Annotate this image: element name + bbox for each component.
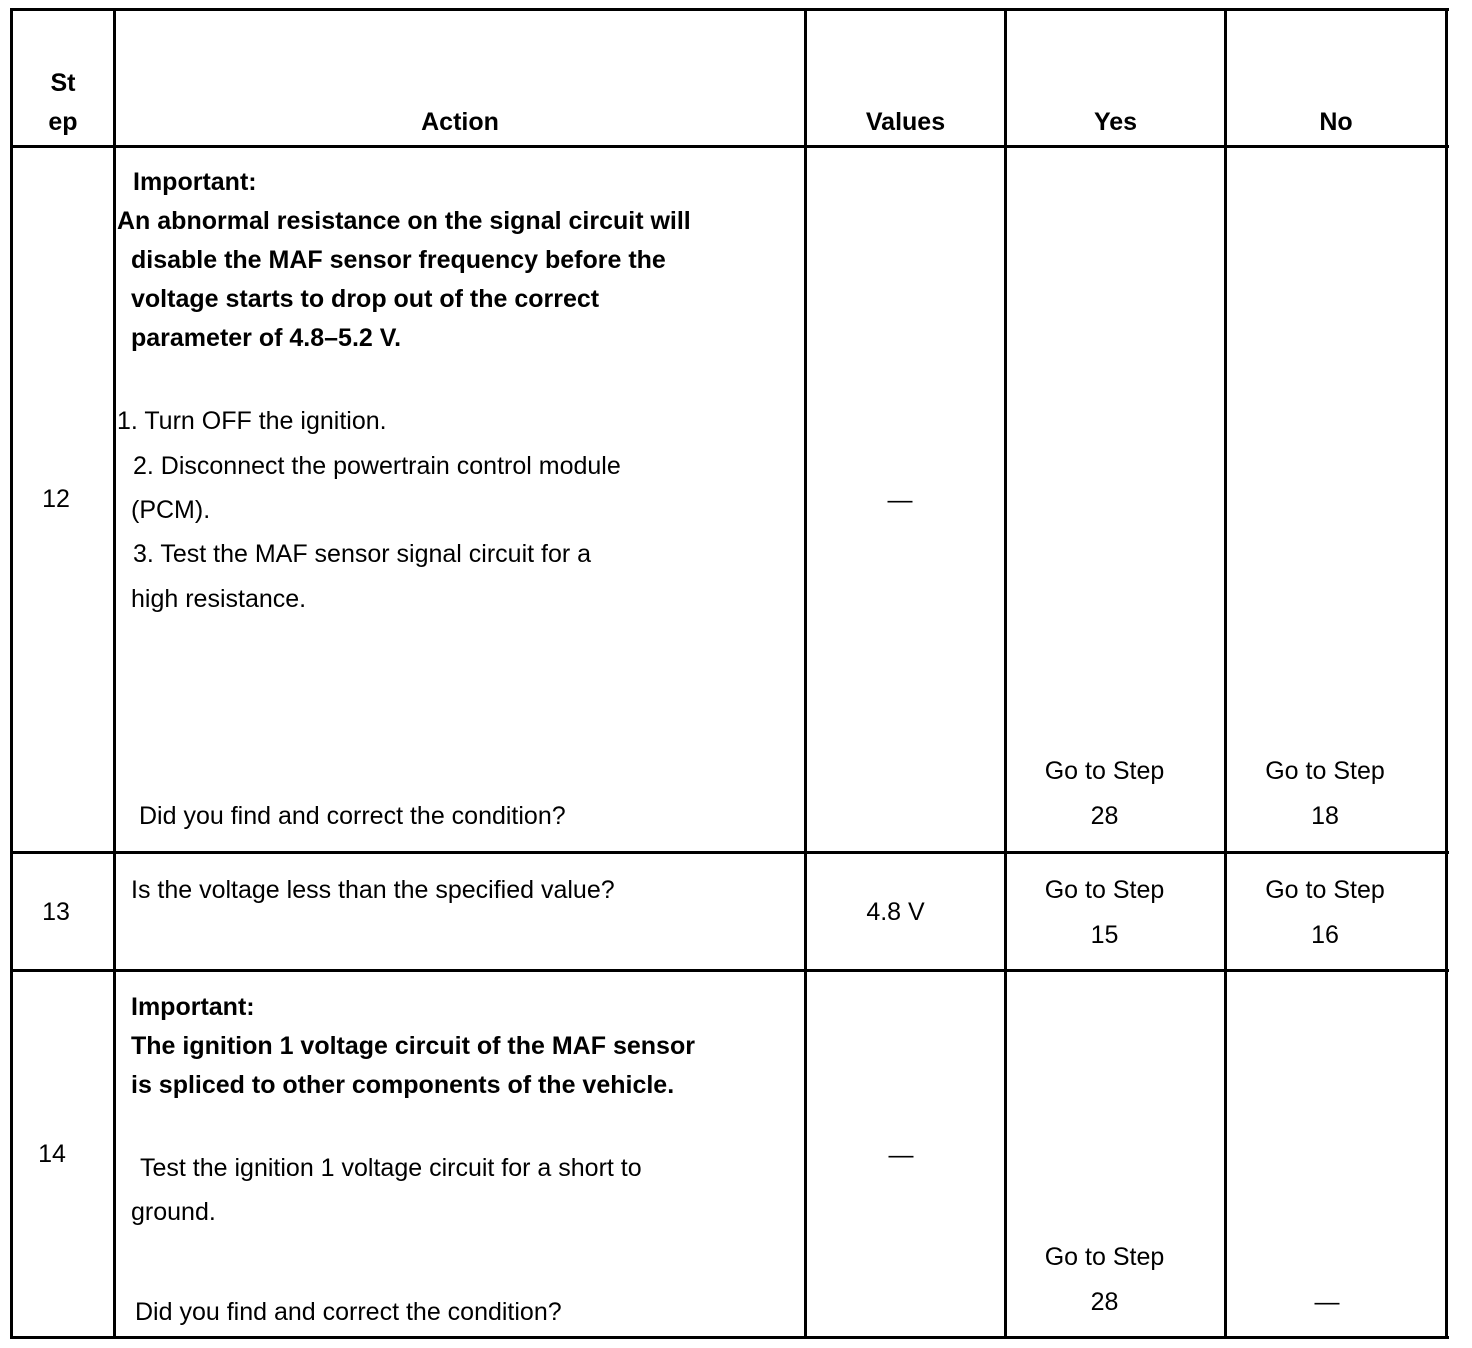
header-no: No — [1319, 108, 1353, 136]
important-text: parameter of 4.8–5.2 V. — [131, 324, 402, 352]
header-step-line2: ep — [48, 108, 78, 136]
important-label: Important: — [133, 168, 257, 196]
important-text: is spliced to other components of the vehicle. — [131, 1071, 675, 1099]
yes-result-line1: Go to Step — [1044, 757, 1165, 785]
yes-result-line2: 28 — [1090, 802, 1119, 830]
yes-result-line2: 15 — [1090, 921, 1119, 949]
question-text: Did you find and correct the condition? — [135, 1298, 562, 1326]
important-text: The ignition 1 voltage circuit of the MAF sensor — [131, 1032, 695, 1060]
yes-result — [996, 756, 1213, 831]
header-step-line1: St — [50, 69, 76, 97]
question-text: Is the voltage less than the specified value? — [131, 876, 615, 904]
table-border-top — [12, 8, 1449, 11]
header-step — [14, 68, 112, 137]
yes-result-line1: Go to Step — [1044, 876, 1165, 904]
no-result — [1216, 875, 1434, 950]
table-border-right — [1445, 8, 1448, 1339]
value-cell: 4.8 V — [866, 898, 925, 926]
row-divider — [12, 969, 1449, 972]
yes-result-line1: Go to Step — [1044, 1243, 1165, 1271]
important-text: disable the MAF sensor frequency before the — [131, 246, 666, 274]
procedure-step: 3. Test the MAF sensor signal circuit for a — [133, 540, 592, 568]
row-divider — [12, 851, 1449, 854]
no-result-line1: Go to Step — [1265, 757, 1385, 785]
header-yes: Yes — [1093, 108, 1138, 136]
step-number: 14 — [38, 1140, 66, 1168]
no-result: — — [1314, 1288, 1340, 1316]
procedure-step: 2. Disconnect the powertrain control module — [133, 452, 621, 480]
no-result-line1: Go to Step — [1265, 876, 1385, 904]
column-divider — [113, 8, 116, 1339]
important-text: An abnormal resistance on the signal circuit will — [117, 207, 691, 235]
yes-result-line2: 28 — [1090, 1288, 1119, 1316]
procedure-step: (PCM). — [131, 496, 211, 524]
no-result-line2: 18 — [1311, 802, 1339, 830]
procedure-step: ground. — [131, 1198, 216, 1226]
procedure-step: 1. Turn OFF the ignition. — [117, 407, 387, 435]
table-border-bottom — [12, 1336, 1449, 1339]
no-result — [1216, 756, 1434, 831]
no-result-line2: 16 — [1311, 921, 1339, 949]
procedure-step: high resistance. — [131, 585, 307, 613]
step-number: 13 — [42, 898, 70, 926]
step-number: 12 — [42, 485, 70, 513]
column-divider — [1224, 8, 1227, 1339]
important-label: Important: — [131, 993, 255, 1021]
important-text: voltage starts to drop out of the correct — [131, 285, 600, 313]
column-divider — [1004, 8, 1007, 1339]
header-action: Action — [421, 108, 499, 136]
header-values: Values — [865, 108, 946, 136]
yes-result — [996, 875, 1213, 950]
question-text: Did you find and correct the condition? — [139, 802, 566, 830]
value-cell: — — [888, 1141, 914, 1169]
yes-result — [996, 1242, 1213, 1317]
value-cell: — — [887, 486, 913, 514]
procedure-step: Test the ignition 1 voltage circuit for a short to — [140, 1154, 642, 1182]
header-divider — [12, 145, 1449, 148]
